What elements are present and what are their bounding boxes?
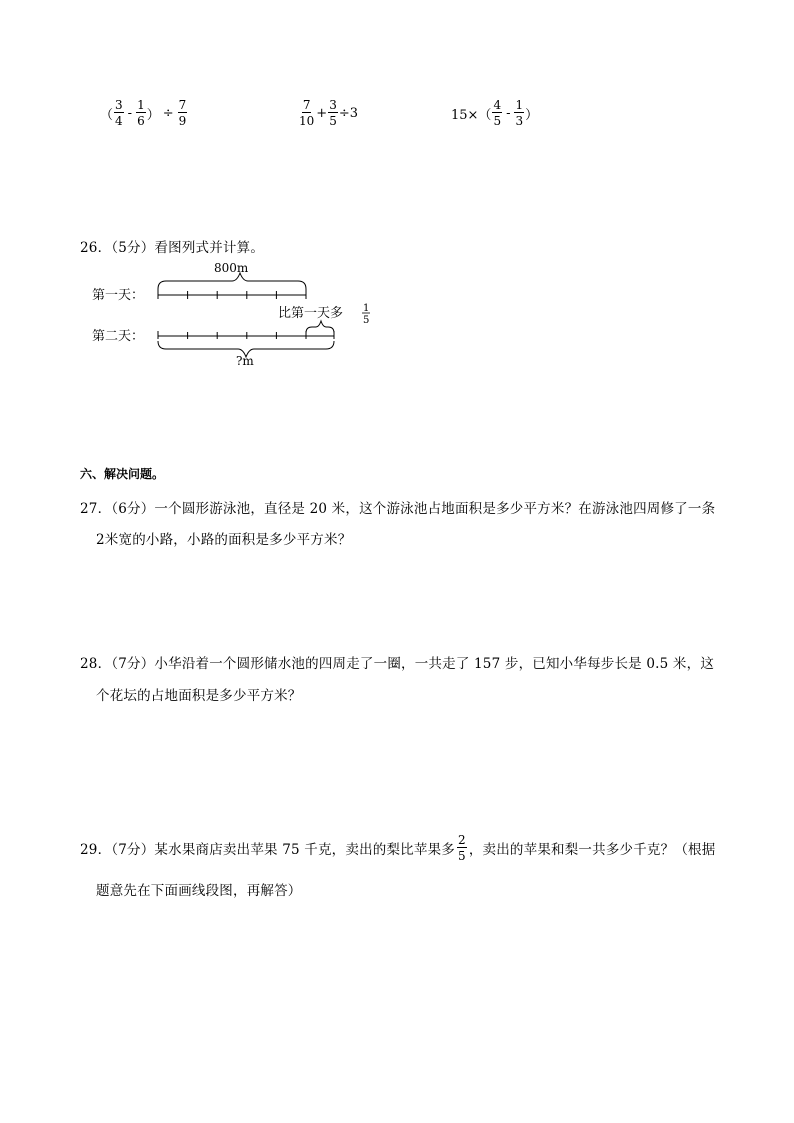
more-than-day1-label: 比第一天多 (278, 306, 344, 321)
day2-ticks (158, 331, 334, 339)
fraction (136, 99, 146, 127)
right-paren: ） (146, 107, 160, 123)
day1-label: 第一天： (92, 288, 145, 303)
fraction (298, 99, 315, 127)
minus-sign: - (127, 105, 133, 121)
numerator: 1 (515, 98, 524, 112)
fraction (457, 834, 467, 862)
divide-sign: ÷ (162, 105, 174, 121)
section-heading: 六、解决问题。 (80, 467, 165, 481)
numerator: 2 (457, 833, 466, 847)
denominator: 5 (493, 114, 502, 128)
plus-sign: + (316, 105, 328, 121)
question-26-text: 26．（5分）看图列式并计算。 (80, 240, 265, 256)
question-27-line-1: 27．（6分）一个圆形游泳池，直径是 20 米，这个游泳池占地面积是多少平方米？在游泳池四周修了一条 (80, 501, 716, 517)
line-segment-diagram (92, 259, 382, 367)
numerator: 7 (178, 98, 187, 112)
denominator: 3 (515, 114, 524, 128)
numerator: 3 (329, 98, 337, 112)
numerator: 1 (137, 98, 145, 112)
denominator: 9 (178, 114, 187, 128)
denominator: 6 (137, 114, 145, 128)
denominator: 5 (329, 114, 337, 128)
day1-ticks (158, 289, 306, 299)
denominator: 10 (299, 114, 315, 128)
fraction-denominator: 5 (363, 315, 370, 326)
numerator: 3 (115, 98, 123, 112)
numerator: 4 (493, 98, 502, 112)
question-28-line-1: 28．（7分）小华沿着一个圆形储水池的四周走了一圈，一共走了 157 步，已知小华每步长是 0.5 米，这 (80, 656, 715, 672)
top-brace (158, 273, 306, 289)
expression-3 (451, 99, 538, 127)
fraction (514, 99, 524, 127)
day2-label: 第二天： (92, 329, 145, 344)
right-paren: ） (525, 107, 539, 123)
left-paren: （ (100, 107, 114, 123)
numerator: 7 (302, 98, 311, 112)
expression-2 (297, 99, 358, 127)
fraction (114, 99, 124, 127)
fraction (492, 99, 502, 127)
fraction (328, 99, 338, 127)
bottom-length-label: ?m (236, 354, 254, 367)
expression-lead: 15×（ (451, 107, 492, 123)
question-29-text-before: 29．（7分）某水果商店卖出苹果 75 千克，卖出的梨比苹果多 (80, 842, 455, 858)
question-29-line-1 (80, 834, 715, 862)
question-28-line-2: 个花坛的占地面积是多少平方米？ (96, 688, 302, 704)
question-27-line-2: 2米宽的小路，小路的面积是多少平方米？ (96, 532, 352, 548)
fraction (178, 99, 188, 127)
extra-brace (306, 321, 334, 333)
expression-tail: ÷3 (338, 105, 358, 121)
fraction-numerator: 1 (363, 303, 370, 314)
top-length-label: 800m (214, 261, 249, 275)
question-29-text-after: ，卖出的苹果和梨一共多少千克？（根据 (468, 842, 716, 858)
denominator: 5 (457, 849, 466, 863)
question-29-line-2: 题意先在下面画线段图，再解答） (96, 883, 302, 899)
minus-sign: - (506, 105, 511, 121)
expression-1 (100, 99, 188, 127)
denominator: 4 (115, 114, 123, 128)
